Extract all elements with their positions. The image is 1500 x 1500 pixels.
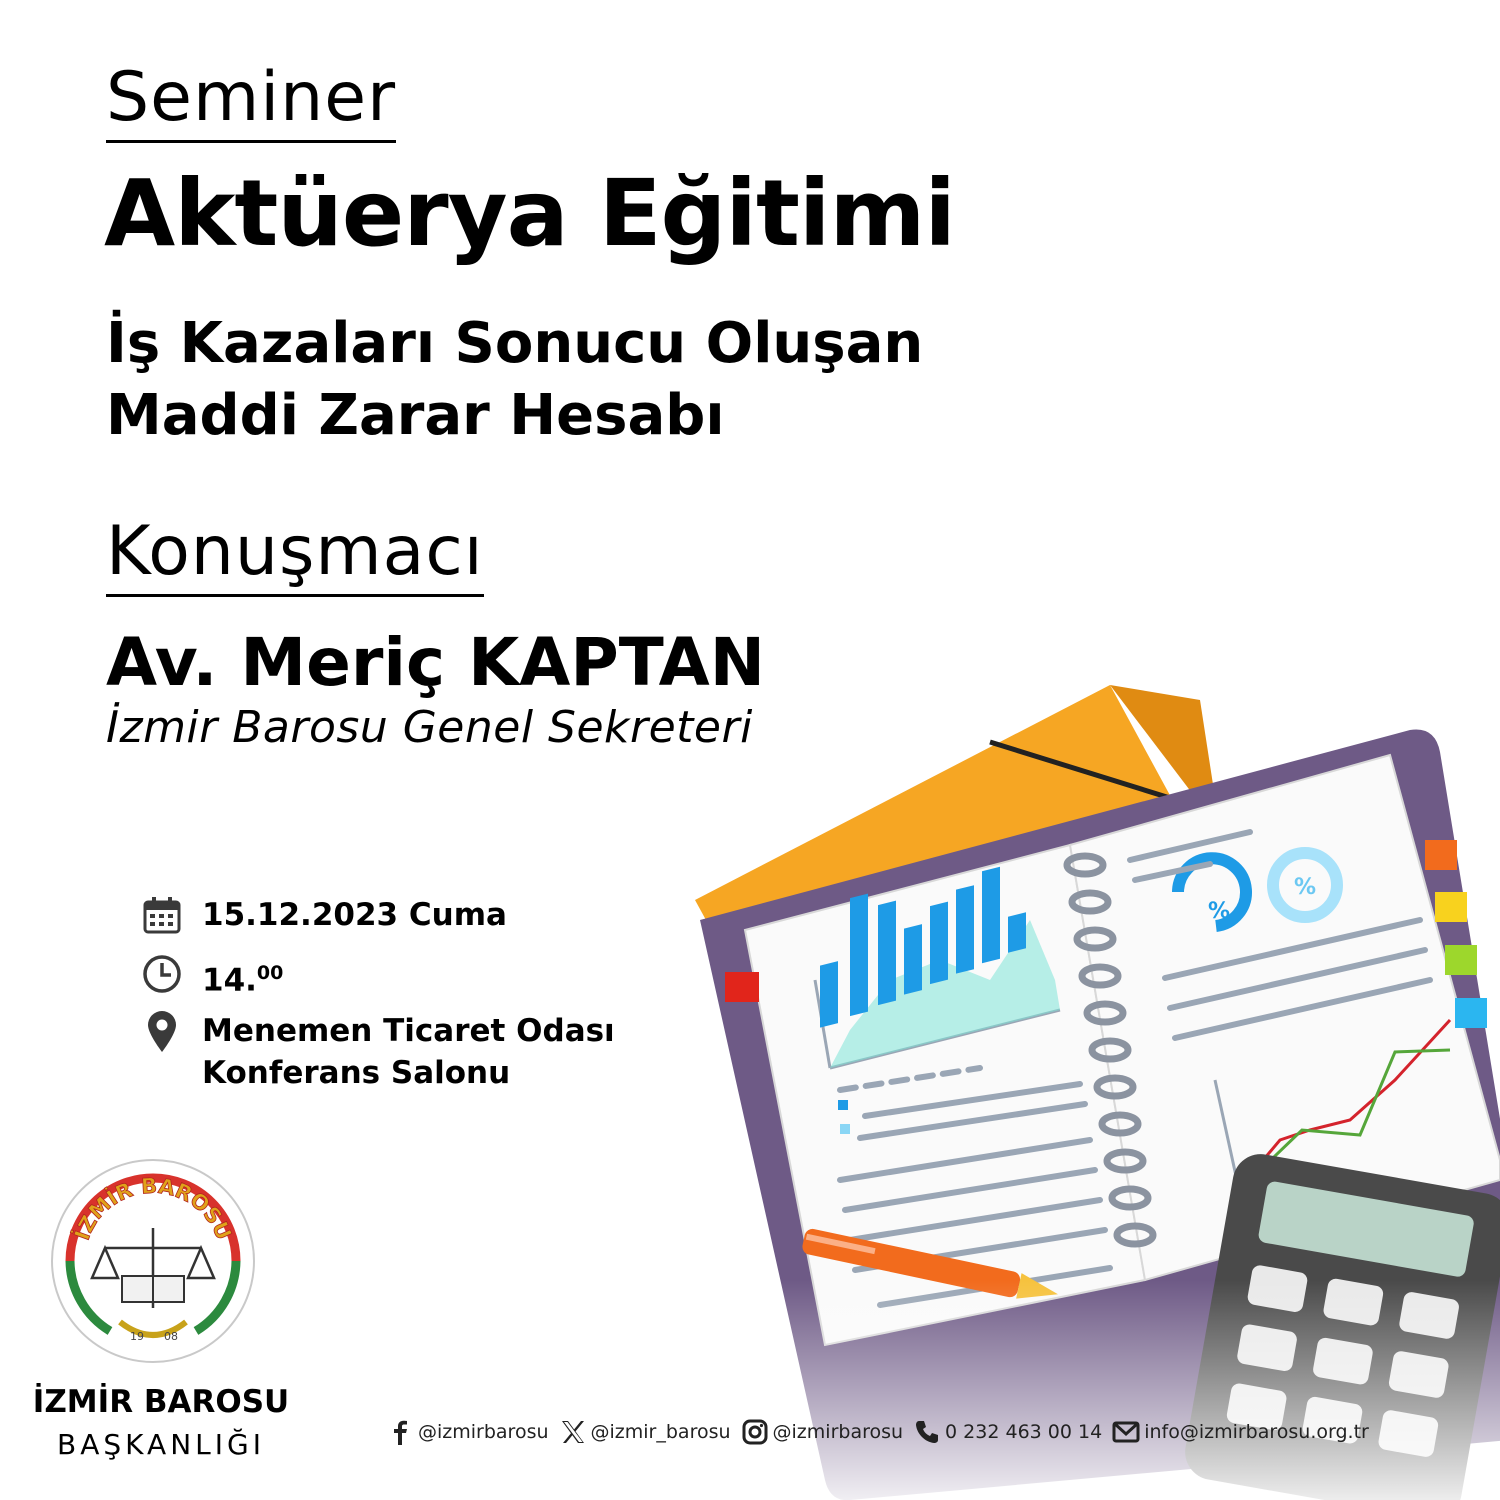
event-time xyxy=(202,952,283,1001)
percent-icon: % xyxy=(1208,899,1231,924)
facebook-handle: @izmirbarosu xyxy=(418,1421,549,1443)
event-time-hour: 14. xyxy=(202,962,257,999)
footer-phone[interactable] xyxy=(913,1418,1102,1446)
instagram-icon xyxy=(741,1418,769,1446)
email-address: info@izmirbarosu.org.tr xyxy=(1144,1421,1369,1443)
svg-text:İZMİR BAROSU: İZMİR BAROSU xyxy=(69,1173,237,1244)
subtitle xyxy=(106,308,923,452)
tab-orange xyxy=(1425,840,1457,870)
speaker-label: Konuşmacı xyxy=(106,518,484,597)
speaker-name: Av. Meriç KAPTAN xyxy=(106,624,765,701)
percent-icon: % xyxy=(1294,875,1317,900)
svg-text:08: 08 xyxy=(164,1330,178,1343)
instagram-handle: @izmirbarosu xyxy=(772,1421,904,1443)
phone-icon xyxy=(913,1418,941,1446)
event-place-line-1: Menemen Ticaret Odası xyxy=(202,1013,615,1049)
svg-text:19: 19 xyxy=(130,1330,144,1343)
subtitle-line-2: Maddi Zarar Hesabı xyxy=(106,383,725,448)
tab-red xyxy=(725,972,759,1002)
org-name-line-1: İZMİR BAROSU xyxy=(32,1384,290,1420)
subtitle-line-1: İş Kazaları Sonucu Oluşan xyxy=(106,311,924,376)
footer-contacts xyxy=(386,1418,1379,1446)
event-date: 15.12.2023 Cuma xyxy=(202,897,507,933)
facebook-icon xyxy=(386,1418,414,1446)
speaker-role: İzmir Barosu Genel Sekreteri xyxy=(106,702,753,753)
footer-x[interactable] xyxy=(559,1418,731,1446)
page-title: Aktüerya Eğitimi xyxy=(104,160,955,267)
seminer-label: Seminer xyxy=(106,64,396,143)
clock-icon xyxy=(140,952,184,996)
time-row xyxy=(140,952,283,1001)
date-row xyxy=(140,894,507,938)
footer-email[interactable] xyxy=(1112,1418,1369,1446)
event-place-line-2: Konferans Salonu xyxy=(202,1055,511,1091)
calendar-icon xyxy=(140,894,184,938)
x-handle: @izmir_barosu xyxy=(590,1421,731,1443)
x-icon xyxy=(559,1418,587,1446)
izmir-barosu-logo xyxy=(50,1158,256,1364)
footer-facebook[interactable] xyxy=(386,1418,549,1446)
email-icon xyxy=(1112,1418,1140,1446)
phone-number: 0 232 463 00 14 xyxy=(945,1421,1103,1443)
location-pin-icon xyxy=(140,1010,184,1054)
tab-green xyxy=(1445,945,1477,975)
place-row xyxy=(140,1010,615,1094)
event-time-minutes: 00 xyxy=(256,962,284,984)
planner-illustration xyxy=(690,680,1500,1500)
footer-instagram[interactable] xyxy=(741,1418,904,1446)
org-name-line-2: BAŞKANLIĞI xyxy=(57,1428,265,1461)
tab-yellow xyxy=(1435,892,1467,922)
tab-blue xyxy=(1455,998,1487,1028)
